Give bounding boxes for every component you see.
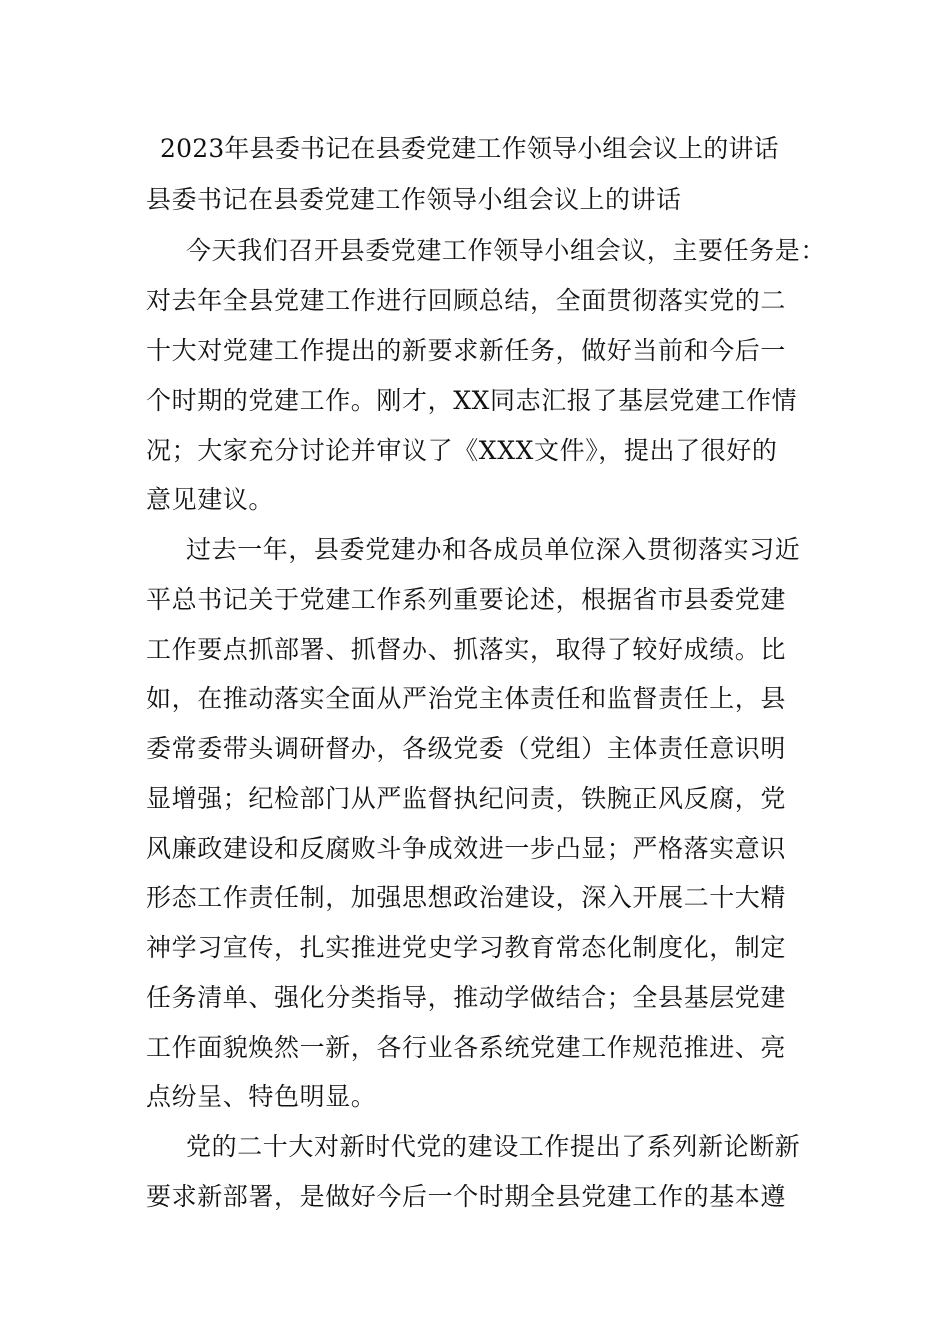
document-subtitle: 县委书记在县委党建工作领导小组会议上的讲话 xyxy=(146,185,682,214)
document-title: 2023年县委书记在县委党建工作领导小组会议上的讲话 xyxy=(160,134,779,163)
paragraph-2-line-12: 点纷呈、特色明显。 xyxy=(146,1082,377,1111)
paragraph-2-line-11: 工作面貌焕然一新，各行业各系统党建工作规范推进、亮 xyxy=(146,1033,787,1062)
paragraph-2-line-3: 工作要点抓部署、抓督办、抓落实，取得了较好成绩。比 xyxy=(146,635,787,664)
paragraph-2-line-6: 显增强；纪检部门从严监督执纪问责，铁腕正风反腐，党 xyxy=(146,784,787,813)
paragraph-2-line-2: 平总书记关于党建工作系列重要论述，根据省市县委党建 xyxy=(146,585,787,614)
paragraph-1-line-4: 个时期的党建工作。刚才，XX同志汇报了基层党建工作情 xyxy=(146,386,798,415)
paragraph-2-line-8: 形态工作责任制，加强思想政治建设，深入开展二十大精 xyxy=(146,883,787,912)
paragraph-2-line-1: 过去一年，县委党建办和各成员单位深入贯彻落实习近 xyxy=(186,535,801,564)
paragraph-1-line-1: 今天我们召开县委党建工作领导小组会议，主要任务是： xyxy=(186,236,827,265)
paragraph-2-line-5: 委常委带头调研督办，各级党委（党组）主体责任意识明 xyxy=(146,734,787,763)
paragraph-3-line-1: 党的二十大对新时代党的建设工作提出了系列新论断新 xyxy=(186,1132,801,1161)
paragraph-3-line-2: 要求新部署，是做好今后一个时期全县党建工作的基本遵 xyxy=(146,1182,787,1211)
paragraph-2-line-9: 神学习宣传，扎实推进党史学习教育常态化制度化，制定 xyxy=(146,933,787,962)
paragraph-1-line-6: 意见建议。 xyxy=(146,485,275,514)
paragraph-1-line-3: 十大对党建工作提出的新要求新任务，做好当前和今后一 xyxy=(146,336,787,365)
paragraph-1-line-2: 对去年全县党建工作进行回顾总结，全面贯彻落实党的二 xyxy=(146,286,787,315)
paragraph-1-line-5: 况；大家充分讨论并审议了《XXX文件》，提出了很好的 xyxy=(146,436,778,465)
paragraph-2-line-4: 如，在推动落实全面从严治党主体责任和监督责任上，县 xyxy=(146,684,787,713)
paragraph-2-line-10: 任务清单、强化分类指导，推动学做结合；全县基层党建 xyxy=(146,983,787,1012)
paragraph-2-line-7: 风廉政建设和反腐败斗争成效进一步凸显；严格落实意识 xyxy=(146,834,787,863)
